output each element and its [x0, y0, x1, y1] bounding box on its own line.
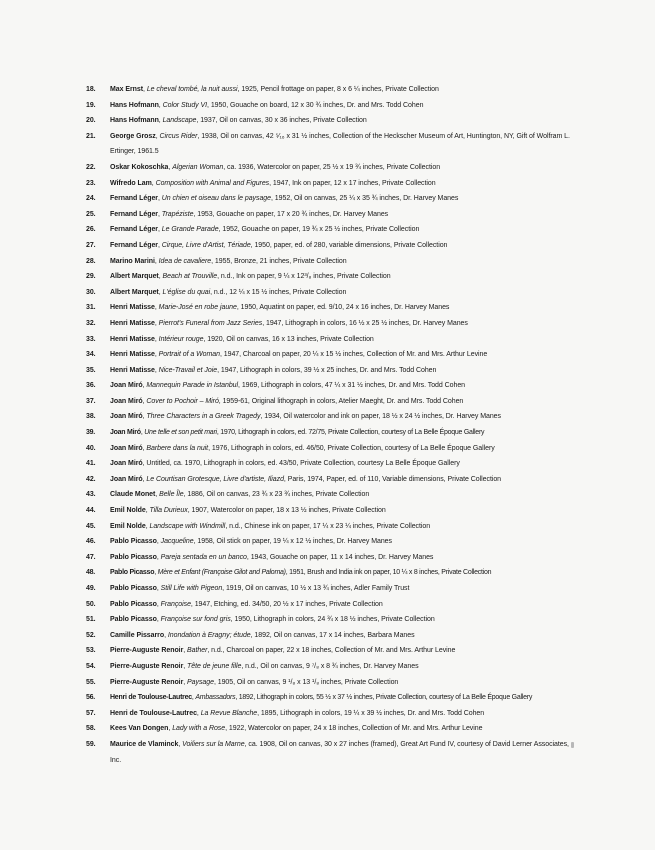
entry-number: 52. [86, 631, 96, 639]
entry-body: Joan Miró, Une telle et son petit mari, 1970, Lithograph in colors, ed. 72/75, Private Collection, courtesy of La Belle Époque Gallery [110, 429, 485, 437]
artwork-title: Cirque, Livre d'Artist, Tériade [161, 241, 251, 249]
entry-body: Pierre-Auguste Renoir, Bather, n.d., Charcoal on paper, 22 x 18 inches, Collection of Mr. and Mrs. Arthur Levine [110, 647, 456, 655]
artwork-details: , 1920, Oil on canvas, 16 x 13 inches, Private Collection [203, 335, 374, 343]
artwork-title: Voiliers sur la Marne [182, 740, 245, 748]
entry-number: 59. [86, 740, 96, 748]
artwork-title: Mannequin Parade in Istanbul [146, 382, 239, 390]
artwork-details: , ca. 1908, Oil on canvas, 30 x 27 inches (framed), Great Art Fund IV, courtesy of David Lerner Associates, Inc. [110, 740, 569, 764]
entry-body: Maurice de Vlaminck, Voiliers sur la Marne, ca. 1908, Oil on canvas, 30 x 27 inches (framed), Great Art Fund IV, courtesy of David Lerner Associates, Inc. [110, 740, 569, 764]
artwork-details: , 1925, Pencil frottage on paper, 8 x 6 ¼ inches, Private Collection [237, 86, 439, 93]
artwork-details: , 1892, Lithograph in colors, 55 ½ x 37 ½ inches, Private Collection, courtesy of La Belle Époque Gallery [235, 694, 533, 702]
artwork-details: , 1907, Watercolor on paper, 18 x 13 ½ inches, Private Collection [187, 507, 386, 515]
artwork-details: , 1919, Oil on canvas, 10 ½ x 13 ¾ inches, Adler Family Trust [222, 585, 410, 592]
artwork-title: Ambassadors [195, 694, 236, 702]
artwork-title: La Revue Blanche [200, 709, 258, 717]
entry-body: Pablo Picasso, Françoise, 1947, Etching, ed. 34/50, 20 ½ x 17 inches, Private Collection [110, 600, 383, 608]
entry-number: 37. [86, 397, 96, 405]
entry-number: 22. [86, 163, 96, 171]
artist-name: Pierre-Auguste Renoir [110, 662, 184, 670]
artwork-title: Nice-Travail et Joie [158, 366, 218, 374]
entry-number: 56. [86, 694, 95, 702]
artwork-title: Trapéziste [161, 210, 194, 218]
artwork-details: , 1958, Oil stick on paper, 19 ¼ x 12 ½ inches, Dr. Harvey Manes [193, 538, 392, 546]
artwork-title: Pierrot's Funeral from Jazz Series [158, 319, 263, 327]
entry-number: 29. [86, 273, 96, 281]
entry-body: Oskar Kokoschka, Algerian Woman, ca. 1936, Watercolor on paper, 25 ½ x 19 ¾ inches, Private Collection [110, 163, 441, 171]
entry-number: 46. [86, 538, 96, 546]
entry-body: Emil Nolde, Landscape with Windmill, n.d., Chinese ink on paper, 17 ¼ x 23 ¼ inches, Private Collection [110, 522, 431, 530]
artist-name: Camille Pissarro [110, 631, 165, 639]
artwork-title: Landscape [162, 117, 197, 125]
artwork-title: Le cheval tombé, la nuit aussi [146, 86, 238, 93]
artwork-title: Bather [187, 647, 208, 655]
entry-number: 50. [86, 600, 96, 608]
list-item [86, 378, 574, 394]
list-item [86, 300, 574, 316]
list-item [86, 597, 574, 613]
artwork-details: , 1938, Oil on canvas, 42 ⁵⁄₁₆ x 31 ½ inches, Collection of the Heckscher Museum of Art, Huntington, NY, Gift of Wolfram L. Ertinger, 1961.5 [110, 132, 570, 156]
artwork-details: , 1951, Brush and India ink on paper, 10 ¼ x 8 inches, Private Collection [285, 569, 492, 577]
list-item [86, 472, 574, 488]
entry-body: Pablo Picasso, Françoise sur fond gris, 1950, Lithograph in colors, 24 ¾ x 18 ½ inches, Private Collection [110, 616, 435, 624]
entry-body: Joan Miró, Mannequin Parade in Istanbul, 1969, Lithograph in colors, 47 ¼ x 31 ½ inches, Dr. and Mrs. Todd Cohen [110, 382, 466, 390]
artwork-details: , 1952, Oil on canvas, 25 ¼ x 35 ¾ inches, Dr. Harvey Manes [271, 195, 459, 203]
entry-number: 20. [86, 117, 96, 125]
artist-name: Pierre-Auguste Renoir [110, 647, 184, 655]
entry-number: 48. [86, 569, 95, 577]
list-item [86, 254, 574, 270]
artwork-list [86, 82, 574, 768]
artist-name: Pablo Picasso [110, 585, 157, 592]
artist-name: Pablo Picasso [110, 553, 157, 561]
artwork-details: , 1947, Ink on paper, 12 x 17 inches, Private Collection [269, 179, 436, 187]
artwork-title: Idea de cavaliere [158, 257, 212, 265]
entry-body: Joan Miró, Le Courtisan Grotesque, Livre d'artiste, Iliazd, Paris, 1974, Paper, ed. of 110, Variable dimensions, Private Collection [110, 475, 502, 483]
artwork-title: Marie-José en robe jaune [158, 304, 237, 312]
entry-body: Claude Monet, Belle Île, 1886, Oil on canvas, 23 ¾ x 23 ¾ inches, Private Collection [110, 491, 370, 499]
artist-name: Joan Miró [110, 460, 143, 468]
list-item [86, 191, 574, 207]
entry-number: 55. [86, 678, 96, 686]
artist-name: Fernand Léger [110, 210, 158, 218]
entry-number: 51. [86, 616, 96, 624]
entry-number: 18. [86, 86, 96, 93]
entry-number: 58. [86, 725, 96, 733]
artwork-title: Still Life with Pigeon [160, 585, 223, 592]
list-item [86, 363, 574, 379]
list-item [86, 207, 574, 223]
artwork-details: , Untitled, ca. 1970, Lithograph in colors, ed. 43/50, Private Collection, courtesy La Belle Époque Gallery [142, 460, 460, 468]
entry-number: 57. [86, 709, 96, 717]
artist-name: Henri Matisse [110, 351, 155, 359]
entry-body: Pablo Picasso, Jacqueline, 1958, Oil stick on paper, 19 ¼ x 12 ½ inches, Dr. Harvey Manes [110, 538, 392, 546]
list-item [86, 581, 574, 597]
artwork-details: , 1950, Lithograph in colors, 24 ¾ x 18 ½ inches, Private Collection [230, 616, 435, 624]
list-item [86, 222, 574, 238]
entry-body: Pierre-Auguste Renoir, Tête de jeune fille, n.d., Oil on canvas, 9 ⁷/₈ x 8 ¾ inches, Dr. Harvey Manes [110, 662, 419, 670]
entry-body: Marino Marini, Idea de cavaliere, 1955, Bronze, 21 inches, Private Collection [110, 257, 347, 265]
entry-body: Hans Hofmann, Color Study VI, 1950, Gouache on board, 12 x 30 ¾ inches, Dr. and Mrs. Todd Cohen [110, 101, 424, 109]
artist-name: Joan Miró [110, 444, 143, 452]
list-item [86, 160, 574, 176]
artwork-details: , 1886, Oil on canvas, 23 ¾ x 23 ¾ inches, Private Collection [183, 491, 370, 499]
artwork-details: , n.d., Ink on paper, 9 ¼ x 12³/₈ inches, Private Collection [217, 273, 391, 281]
list-item [86, 675, 574, 691]
artist-name: Albert Marquet [110, 273, 159, 281]
entry-body: Pierre-Auguste Renoir, Paysage, 1905, Oil on canvas, 9 ¹/₈ x 13 ¹/₈ inches, Private Collection [110, 678, 399, 686]
artist-name: Hans Hofmann [110, 101, 159, 109]
list-item [86, 113, 574, 129]
artist-name: Fernand Léger [110, 226, 158, 234]
artist-name: George Grosz [110, 132, 156, 140]
entry-number: 35. [86, 366, 96, 374]
artwork-details: , ca. 1936, Watercolor on paper, 25 ½ x 19 ¾ inches, Private Collection [223, 163, 441, 171]
entry-body: Wifredo Lam, Composition with Animal and Figures, 1947, Ink on paper, 12 x 17 inches, Private Collection [110, 179, 436, 187]
list-item [86, 721, 574, 737]
artwork-details: , 1943, Gouache on paper, 11 x 14 inches, Dr. Harvey Manes [246, 553, 434, 561]
list-item [86, 550, 574, 566]
entry-number: 25. [86, 210, 96, 218]
entry-body: George Grosz, Circus Rider, 1938, Oil on canvas, 42 ⁵⁄₁₆ x 31 ½ inches, Collection of the Heckscher Museum of Art, Huntington, NY, Gift of Wolfram L. Ertinger, 1961.5 [110, 132, 570, 156]
entry-number: 27. [86, 241, 96, 249]
artist-name: Joan Miró [110, 413, 143, 421]
artist-name: Pierre-Auguste Renoir [110, 678, 184, 686]
artwork-title: Un chien et oiseau dans le paysage [161, 195, 271, 203]
entry-body: Henri Matisse, Marie-José en robe jaune, 1950, Aquatint on paper, ed. 9/10, 24 x 16 inches, Dr. Harvey Manes [110, 304, 450, 312]
entry-number: 23. [86, 179, 96, 187]
artwork-title: Paysage [187, 678, 214, 686]
entry-body: Emil Nolde, Tilla Durieux, 1907, Watercolor on paper, 18 x 13 ½ inches, Private Collection [110, 507, 386, 515]
list-item [86, 176, 574, 192]
artwork-title: Belle Île [159, 491, 184, 499]
artist-name: Pablo Picasso [110, 616, 157, 624]
entry-number: 40. [86, 444, 96, 452]
artist-name: Joan Miró [110, 397, 143, 405]
artwork-details: , 1905, Oil on canvas, 9 ¹/₈ x 13 ¹/₈ inches, Private Collection [213, 678, 399, 686]
list-item [86, 456, 574, 472]
artwork-details: , 1934, Oil watercolor and ink on paper, 18 ½ x 24 ½ inches, Dr. Harvey Manes [260, 413, 501, 421]
artwork-title: Mère et Enfant (Françoise Gilot and Paloma) [157, 569, 286, 577]
entry-number: 47. [86, 553, 96, 561]
entry-number: 19. [86, 101, 96, 109]
artwork-details: , n.d., Oil on canvas, 9 ⁷/₈ x 8 ¾ inches, Dr. Harvey Manes [241, 662, 419, 670]
entry-number: 34. [86, 351, 96, 359]
entry-body: Fernand Léger, Le Grande Parade, 1952, Gouache on paper, 19 ¾ x 25 ½ inches, Private Collection [110, 226, 420, 234]
artwork-details: , 1953, Gouache on paper, 17 x 20 ¾ inches, Dr. Harvey Manes [193, 210, 389, 218]
artist-name: Henri Matisse [110, 319, 155, 327]
entry-number: 30. [86, 288, 96, 296]
artwork-details: , 1947, Etching, ed. 34/50, 20 ½ x 17 inches, Private Collection [190, 600, 383, 608]
list-item [86, 316, 574, 332]
artist-name: Henri de Toulouse-Lautrec [110, 694, 192, 702]
artwork-title: Inondation à Eragny; étude [167, 631, 251, 639]
artist-name: Pablo Picasso [110, 538, 157, 546]
artist-name: Joan Miró [110, 382, 143, 390]
entry-body: Max Ernst, Le cheval tombé, la nuit aussi, 1925, Pencil frottage on paper, 8 x 6 ¼ inches, Private Collection [110, 86, 439, 93]
entry-body: Fernand Léger, Un chien et oiseau dans le paysage, 1952, Oil on canvas, 25 ¼ x 35 ¾ inches, Dr. Harvey Manes [110, 195, 459, 203]
entry-body: Henri Matisse, Pierrot's Funeral from Jazz Series, 1947, Lithograph in colors, 16 ½ x 25 ½ inches, Dr. Harvey Manes [110, 319, 468, 327]
artwork-title: Lady with a Rose [172, 725, 226, 733]
artist-name: Fernand Léger [110, 195, 158, 203]
entry-number: 33. [86, 335, 96, 343]
artwork-details: , n.d., Charcoal on paper, 22 x 18 inches, Collection of Mr. and Mrs. Arthur Levine [207, 647, 456, 655]
artwork-title: Color Study VI [162, 101, 208, 109]
artwork-details: , 1950, Aquatint on paper, ed. 9/10, 24 x 16 inches, Dr. Harvey Manes [236, 304, 450, 312]
artwork-title: Portrait of a Woman [158, 351, 220, 359]
list-item [86, 332, 574, 348]
entry-body: Joan Miró, Cover to Pochoir – Miró, 1959-61, Original lithograph in colors, Atelier Maeght, Dr. and Mrs. Todd Cohen [110, 397, 464, 405]
list-item [86, 643, 574, 659]
list-item [86, 612, 574, 628]
entry-body: Pablo Picasso, Mère et Enfant (Françoise Gilot and Paloma), 1951, Brush and India ink on paper, 10 ¼ x 8 inches, Private Collection [110, 569, 492, 577]
entry-body [110, 456, 574, 472]
entry-body: Henri Matisse, Nice-Travail et Joie, 1947, Lithograph in colors, 39 ½ x 25 inches, Dr. and Mrs. Todd Cohen [110, 366, 437, 374]
list-item [86, 565, 574, 581]
list-item [86, 394, 574, 410]
artwork-details: , Paris, 1974, Paper, ed. of 110, Variable dimensions, Private Collection [283, 475, 502, 483]
entry-number: 45. [86, 522, 96, 530]
artist-name: Fernand Léger [110, 241, 158, 249]
artwork-details: , 1955, Bronze, 21 inches, Private Collection [211, 257, 347, 265]
entry-body: Henri Matisse, Portrait of a Woman, 1947, Charcoal on paper, 20 ¼ x 15 ½ inches, Collection of Mr. and Mrs. Arthur Levine [110, 351, 488, 359]
artwork-details: , 1937, Oil on canvas, 30 x 36 inches, Private Collection [196, 117, 367, 125]
list-item [86, 659, 574, 675]
entry-number: 32. [86, 319, 96, 327]
artwork-title: Cover to Pochoir – Miró [146, 397, 219, 405]
artwork-details: , 1922, Watercolor on paper, 24 x 18 inches, Collection of Mr. and Mrs. Arthur Levine [225, 725, 483, 733]
artwork-details: , 1976, Lithograph in colors, ed. 46/50, Private Collection, courtesy of La Belle Époque Gallery [208, 444, 495, 452]
entry-body: Fernand Léger, Cirque, Livre d'Artist, Tériade, 1950, paper, ed. of 280, variable dimensions, Private Collection [110, 241, 448, 249]
artist-name: Henri Matisse [110, 304, 155, 312]
artist-name: Henri de Toulouse-Lautrec [110, 709, 197, 717]
entry-number: 49. [86, 585, 96, 592]
entry-body: Camille Pissarro, Inondation à Eragny; étude, 1892, Oil on canvas, 17 x 14 inches, Barbara Manes [110, 631, 415, 639]
artist-name: Oskar Kokoschka [110, 163, 169, 171]
entry-body: Pablo Picasso, Pareja sentada en un banco, 1943, Gouache on paper, 11 x 14 inches, Dr. Harvey Manes [110, 553, 434, 561]
entry-body: Fernand Léger, Trapéziste, 1953, Gouache on paper, 17 x 20 ¾ inches, Dr. Harvey Manes [110, 210, 389, 218]
artwork-title: Tête de jeune fille [187, 662, 242, 670]
artwork-title: Tilla Durieux [149, 507, 188, 515]
artwork-details: , 1950, paper, ed. of 280, variable dimensions, Private Collection [250, 241, 448, 249]
artwork-details: , 1959-61, Original lithograph in colors, Atelier Maeght, Dr. and Mrs. Todd Cohen [218, 397, 464, 405]
entry-body: Kees Van Dongen, Lady with a Rose, 1922, Watercolor on paper, 24 x 18 inches, Collection of Mr. and Mrs. Arthur Levine [110, 725, 483, 733]
artwork-title: Circus Rider [159, 132, 198, 140]
entry-body: Pablo Picasso, Still Life with Pigeon, 1919, Oil on canvas, 10 ½ x 13 ¾ inches, Adler Family Trust [110, 585, 410, 592]
artist-name: Hans Hofmann [110, 117, 159, 125]
artwork-title: Le Grande Parade [161, 226, 219, 234]
artwork-details: , 1970, Lithograph in colors, ed. 72/75, Private Collection, courtesy of La Belle Époque Gallery [216, 429, 485, 437]
artist-name: Maurice de Vlaminck [110, 740, 179, 748]
artwork-details: , 1892, Oil on canvas, 17 x 14 inches, Barbara Manes [250, 631, 415, 639]
list-item [86, 441, 574, 457]
artwork-title: Barbere dans la nuit [146, 444, 209, 452]
artist-name: Kees Van Dongen [110, 725, 169, 733]
entry-body: Henri de Toulouse-Lautrec, La Revue Blanche, 1895, Lithograph in colors, 19 ¼ x 39 ½ inches, Dr. and Mrs. Todd Cohen [110, 709, 485, 717]
artist-name: Pablo Picasso [110, 600, 157, 608]
artwork-details: , 1947, Charcoal on paper, 20 ¼ x 15 ½ inches, Collection of Mr. and Mrs. Arthur Levine [219, 351, 488, 359]
list-item [86, 238, 574, 254]
artwork-title: Jacqueline [160, 538, 194, 546]
artwork-title: Le Courtisan Grotesque, Livre d'artiste, Iliazd [146, 475, 284, 483]
list-item [86, 347, 574, 363]
list-item [86, 628, 574, 644]
list-item [86, 519, 574, 535]
artwork-details: , n.d., 12 ¼ x 15 ½ inches, Private Collection [210, 288, 347, 296]
list-item [86, 737, 574, 768]
entry-number: 53. [86, 647, 96, 655]
entry-number: 39. [86, 429, 95, 437]
entry-number: 26. [86, 226, 96, 234]
entry-number: 24. [86, 195, 96, 203]
entry-body: Henri de Toulouse-Lautrec, Ambassadors, 1892, Lithograph in colors, 55 ½ x 37 ½ inches, Private Collection, courtesy of La Belle Époque Gallery [110, 694, 533, 702]
entry-body: Hans Hofmann, Landscape, 1937, Oil on canvas, 30 x 36 inches, Private Collection [110, 117, 367, 125]
entry-body: Albert Marquet, Beach at Trouville, n.d., Ink on paper, 9 ¼ x 12³/₈ inches, Private Collection [110, 273, 391, 281]
artwork-title: Beach at Trouville [162, 273, 218, 281]
artwork-title: L'église du quai [162, 288, 211, 296]
artwork-details: , 1969, Lithograph in colors, 47 ¼ x 31 ½ inches, Dr. and Mrs. Todd Cohen [238, 382, 466, 390]
list-item [86, 269, 574, 285]
entry-number: 43. [86, 491, 96, 499]
artwork-title: Françoise sur fond gris [160, 616, 231, 624]
page-mark [571, 742, 574, 748]
artwork-title: Algerian Woman [172, 163, 224, 171]
list-item [86, 425, 574, 441]
entry-body: Albert Marquet, L'église du quai, n.d., 12 ¼ x 15 ½ inches, Private Collection [110, 288, 347, 296]
entry-number: 28. [86, 257, 96, 265]
list-item [86, 534, 574, 550]
artist-name: Henri Matisse [110, 366, 155, 374]
artwork-title: Composition with Animal and Figures [155, 179, 270, 187]
list-item [86, 409, 574, 425]
list-item [86, 503, 574, 519]
entry-number: 38. [86, 413, 96, 421]
list-item [86, 487, 574, 503]
artist-name: Albert Marquet [110, 288, 159, 296]
artwork-details: , 1947, Lithograph in colors, 16 ½ x 25 ½ inches, Dr. Harvey Manes [262, 319, 468, 327]
artist-name: Marino Marini [110, 257, 155, 265]
entry-number: 41. [86, 460, 96, 468]
entry-body: Henri Matisse, Intérieur rouge, 1920, Oil on canvas, 16 x 13 inches, Private Collection [110, 335, 374, 343]
entry-body: Joan Miró, Three Characters in a Greek Tragedy, 1934, Oil watercolor and ink on paper, 18 ½ x 24 ½ inches, Dr. Harvey Manes [110, 413, 501, 421]
entry-number: 44. [86, 507, 96, 515]
artwork-title: Pareja sentada en un banco [160, 553, 247, 561]
artist-name: Wifredo Lam [110, 179, 152, 187]
list-item [86, 82, 574, 98]
artwork-title: Françoise [160, 600, 191, 608]
artist-name: Max Ernst [110, 86, 144, 93]
entry-number: 42. [86, 475, 96, 483]
artist-name: Emil Nolde [110, 522, 146, 530]
artwork-title: Intérieur rouge [158, 335, 204, 343]
artist-name: Joan Miró [110, 429, 141, 437]
artwork-details: , 1895, Lithograph in colors, 19 ¼ x 39 ½ inches, Dr. and Mrs. Todd Cohen [257, 709, 485, 717]
list-item [86, 690, 574, 706]
artist-name: Claude Monet [110, 491, 156, 499]
entry-number: 21. [86, 132, 96, 140]
entry-number: 54. [86, 662, 96, 670]
artist-name: Pablo Picasso [110, 569, 155, 577]
artwork-details: , 1952, Gouache on paper, 19 ¾ x 25 ½ inches, Private Collection [218, 226, 420, 234]
artist-name: Joan Miró [110, 475, 143, 483]
entry-body: Joan Miró, Barbere dans la nuit, 1976, Lithograph in colors, ed. 46/50, Private Collection, courtesy of La Belle Époque Gallery [110, 444, 495, 452]
list-item [86, 98, 574, 114]
artwork-details: , n.d., Chinese ink on paper, 17 ¼ x 23 ¼ inches, Private Collection [225, 522, 431, 530]
artwork-title: Three Characters in a Greek Tragedy [146, 413, 261, 421]
artwork-title: Landscape with Windmill [149, 522, 226, 530]
artwork-details: , 1947, Lithograph in colors, 39 ½ x 25 inches, Dr. and Mrs. Todd Cohen [217, 366, 437, 374]
artwork-details: , 1950, Gouache on board, 12 x 30 ¾ inches, Dr. and Mrs. Todd Cohen [207, 101, 424, 109]
entry-number: 31. [86, 304, 96, 312]
artwork-title: Une telle et son petit mari [144, 429, 217, 437]
list-item [86, 129, 574, 160]
list-item [86, 706, 574, 722]
entry-number: 36. [86, 382, 96, 390]
artist-name: Henri Matisse [110, 335, 155, 343]
artist-name: Emil Nolde [110, 507, 146, 515]
list-item [86, 285, 574, 301]
